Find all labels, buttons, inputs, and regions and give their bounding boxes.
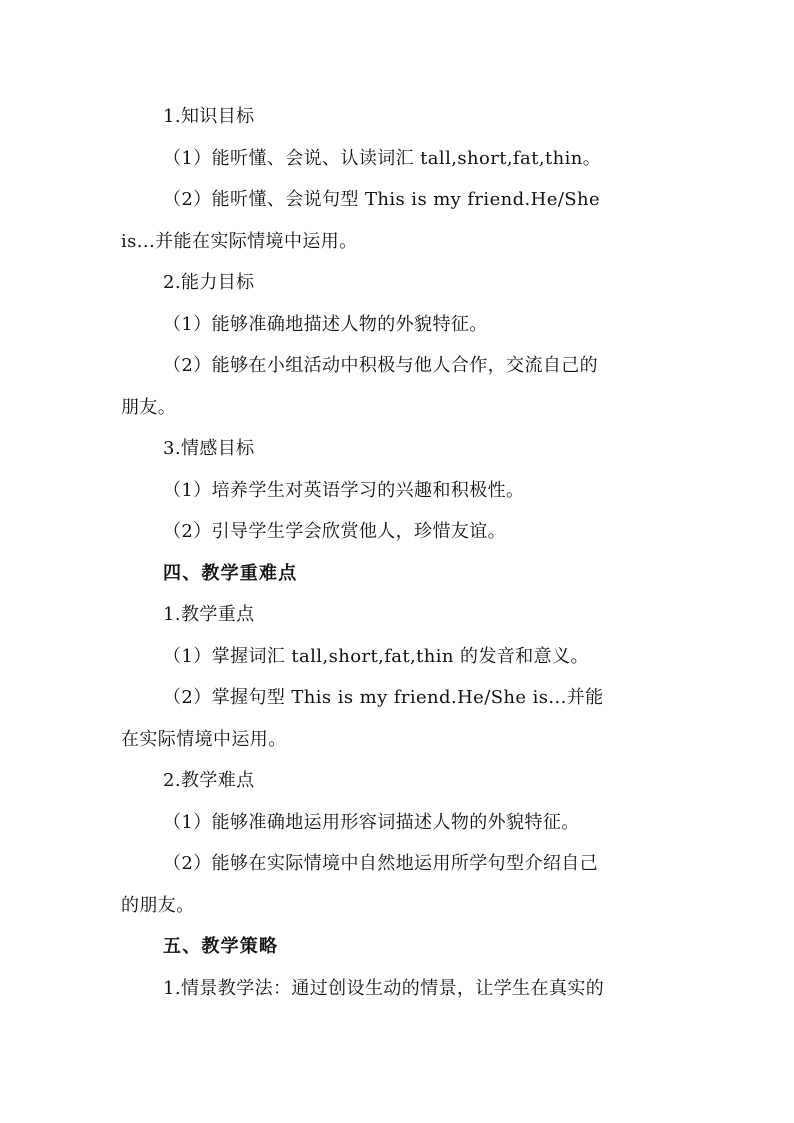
- paragraph-line: （1）能听懂、会说、认读词汇 tall,short,fat,thin。: [163, 147, 602, 169]
- paragraph-line: （1）掌握词汇 tall,short,fat,thin 的发音和意义。: [163, 645, 589, 667]
- subheading-difficult-points: 2.教学难点: [163, 770, 255, 791]
- paragraph-line: （2）能听懂、会说句型 This is my friend.He/She: [163, 189, 601, 210]
- paragraph-line: （2）引导学生学会欣赏他人，珍惜友谊。: [163, 521, 507, 542]
- paragraph-line: 在实际情境中运用。: [121, 728, 287, 750]
- document-page: [121, 96, 677, 1009]
- section-heading-teaching-strategies: 五、教学策略: [163, 936, 279, 957]
- paragraph-line: 1.情景教学法：通过创设生动的情景，让学生在真实的: [163, 977, 605, 999]
- paragraph-line: （2）掌握句型 This is my friend.He/She is...并能: [163, 687, 604, 708]
- subheading-key-points: 1.教学重点: [163, 604, 255, 625]
- paragraph-line: （1）能够准确地描述人物的外貌特征。: [163, 313, 488, 335]
- subheading-emotion-goals: 3.情感目标: [163, 438, 255, 459]
- paragraph-line: 朋友。: [121, 396, 177, 418]
- paragraph-line: （2）能够在小组活动中积极与他人合作，交流自己的: [163, 355, 599, 376]
- paragraph-line: （2）能够在实际情境中自然地运用所学句型介绍自己: [163, 853, 599, 874]
- section-heading-key-difficult-points: 四、教学重难点: [163, 562, 298, 584]
- subheading-knowledge-goals: 1.知识目标: [163, 106, 255, 127]
- paragraph-line: （1）能够准确地运用形容词描述人物的外貌特征。: [163, 811, 580, 833]
- paragraph-line: （1）培养学生对英语学习的兴趣和积极性。: [163, 479, 525, 501]
- paragraph-line: is...并能在实际情境中运用。: [121, 230, 358, 252]
- paragraph-line: 的朋友。: [121, 894, 195, 916]
- subheading-ability-goals: 2.能力目标: [163, 272, 255, 293]
